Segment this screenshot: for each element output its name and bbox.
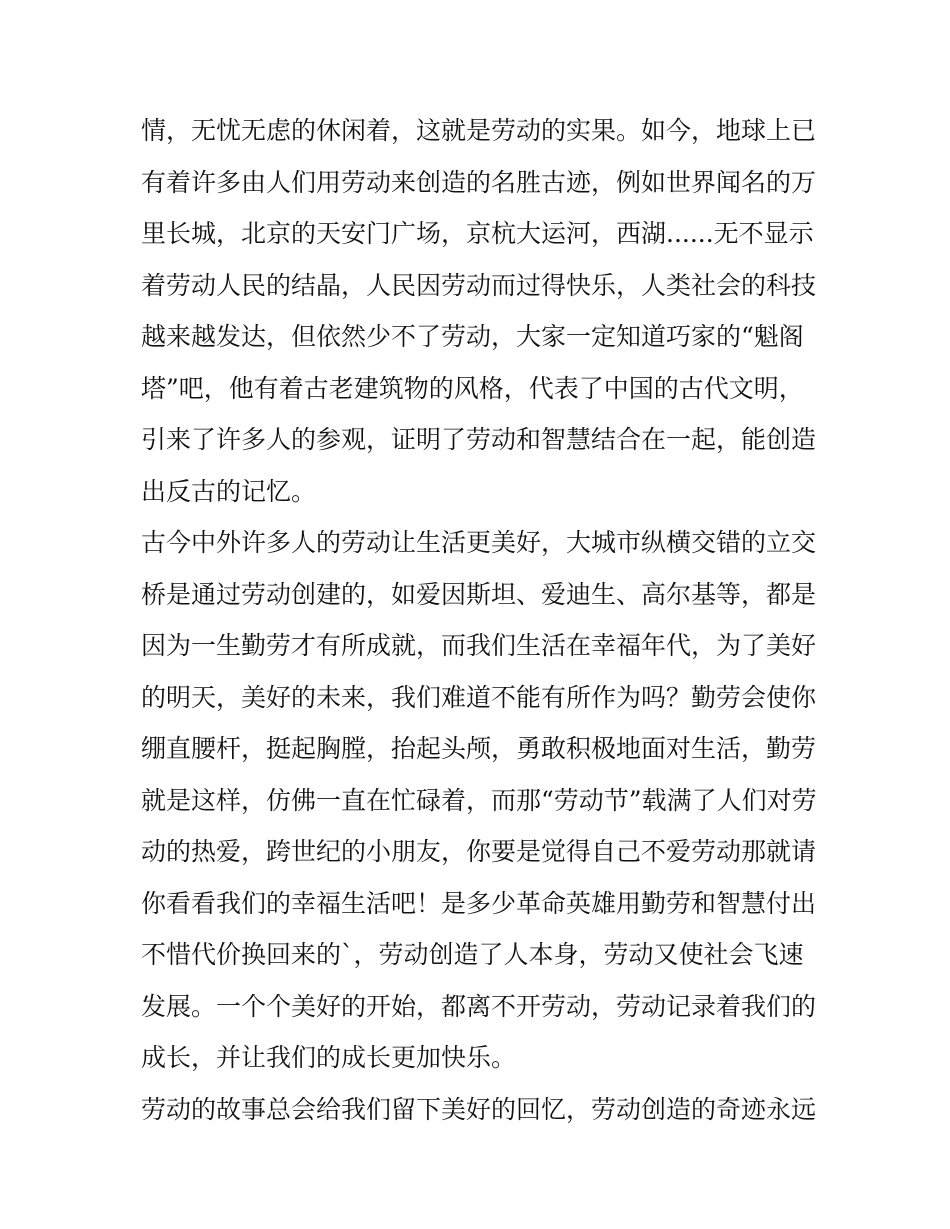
text-line-2: 有着许多由人们用劳动来创造的名胜古迹，例如世界闻名的万	[141, 167, 817, 197]
text-line-5: 越来越发达，但依然少不了劳动，大家一定知道巧家的“魁阁	[141, 322, 804, 351]
text-line-3: 里长城，北京的天安门广场，京杭大运河，西湖......无不显示	[141, 219, 814, 248]
text-line-18: 发展。一个个美好的开始，都离不开劳动，劳动记录着我们的	[141, 991, 817, 1021]
text-line-1: 情，无忧无虑的休闲着，这就是劳动的实果。如今，地球上已	[141, 116, 817, 145]
text-line-19: 成长，并让我们的成长更加快乐。	[141, 1043, 517, 1072]
text-line-15: 动的热爱，跨世纪的小朋友，你要是觉得自己不爱劳动那就请	[141, 837, 817, 866]
text-line-20: 劳动的故事总会给我们留下美好的回忆，劳动创造的奇迹永远	[141, 1094, 817, 1124]
text-line-7: 引来了许多人的参观，证明了劳动和智慧结合在一起，能创造	[141, 425, 817, 454]
text-line-8: 出反古的记忆。	[141, 476, 317, 506]
text-line-13: 绷直腰杆，挺起胸膛，抬起头颅，勇敢积极地面对生活，勤劳	[141, 734, 817, 763]
text-line-11: 因为一生勤劳才有所成就，而我们生活在幸福年代，为了美好	[141, 631, 817, 660]
text-line-16: 你看看我们的幸福生活吧！是多少革命英雄用勤劳和智慧付出	[141, 888, 817, 918]
body-text	[141, 105, 821, 1135]
text-line-12: 的明天，美好的未来，我们难道不能有所作为吗？勤劳会使你	[141, 682, 817, 712]
text-line-17: 不惜代价换回来的`，劳动创造了人本身，劳动又使社会飞速	[141, 940, 804, 969]
text-line-6: 塔”吧，他有着古老建筑物的风格，代表了中国的古代文明，	[141, 373, 804, 403]
text-line-14: 就是这样，仿佛一直在忙碌着，而那“劳动节”载满了人们对劳	[141, 785, 817, 815]
text-line-4: 着劳动人民的结晶，人民因劳动而过得快乐，人类社会的科技	[141, 270, 817, 300]
text-line-9: 古今中外许多人的劳动让生活更美好，大城市纵横交错的立交	[141, 528, 817, 557]
text-line-10: 桥是通过劳动创建的，如爱因斯坦、爱迪生、高尔基等，都是	[141, 579, 817, 609]
